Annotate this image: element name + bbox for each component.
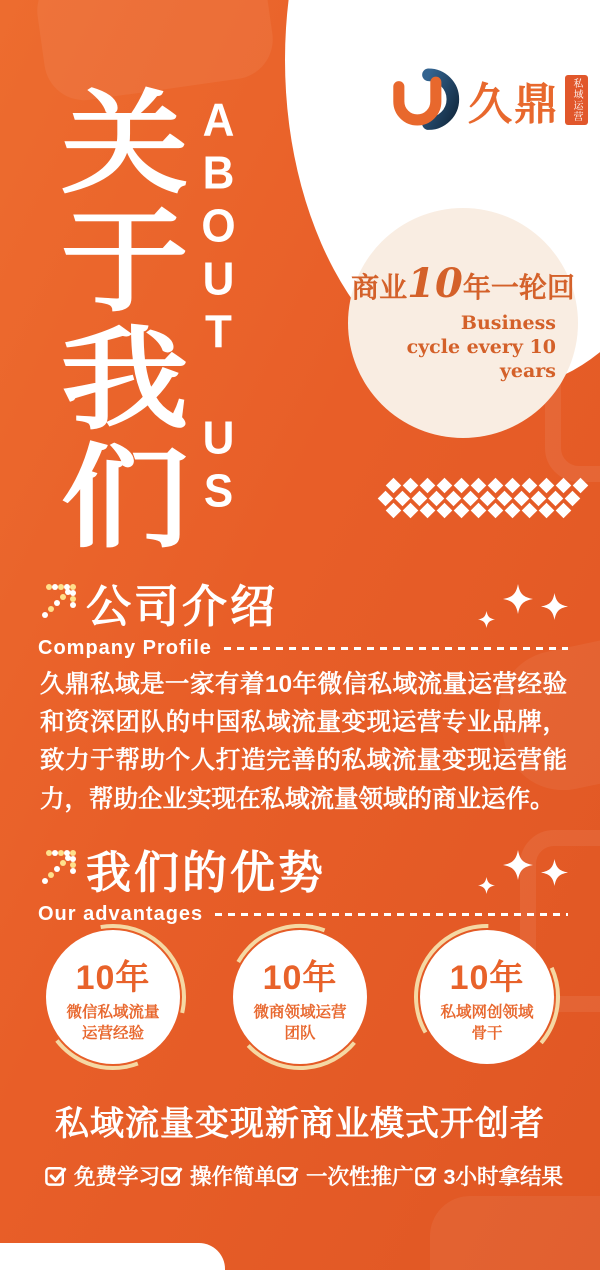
section-title-profile: 公司介绍 [86, 581, 279, 632]
section-company-profile [38, 570, 568, 660]
checkbox-check-icon [276, 1163, 301, 1188]
advantage-years: 10年 [262, 959, 338, 998]
feature-label: 3小时拿结果 [443, 1165, 564, 1189]
feature-item [44, 1160, 160, 1191]
logo [386, 60, 588, 139]
bubble-subtitle: Business cycle every 10 years [406, 312, 556, 382]
section-subtitle-advantages: Our advantages [38, 903, 204, 925]
dotted-arrow-icon [38, 846, 78, 891]
advantage-item [46, 930, 180, 1064]
checkbox-check-icon [160, 1163, 185, 1188]
sparkle-stars [478, 850, 568, 894]
feature-item [276, 1160, 414, 1191]
advantage-label: 微商领域运营 团队 [253, 1004, 347, 1042]
section-title-advantages: 我们的优势 [86, 847, 327, 898]
advantage-label: 微信私域流量 运营经验 [66, 1004, 160, 1042]
advantage-years: 10年 [75, 959, 151, 998]
feature-label: 免费学习 [74, 1165, 161, 1189]
sparkle-star-icon [541, 859, 568, 886]
feature-label: 一次性推广 [306, 1165, 414, 1189]
advantages-row [0, 930, 600, 1064]
ghost-shape-bottom-right [430, 1196, 600, 1270]
sparkle-star-icon [503, 850, 533, 880]
business-cycle-bubble [348, 208, 578, 438]
feature-label: 操作简单 [190, 1165, 277, 1189]
feature-item [160, 1160, 276, 1191]
hero-title-chinese: 关于我们 [43, 84, 186, 556]
bubble-title: 商业10年一轮回 [351, 260, 575, 308]
feature-checklist [0, 1160, 600, 1191]
company-profile-paragraph: 久鼎私域是一家有着10年微信私域流量运营经验和资深团队的中国私域流量变现运营专业品牌，致力于帮助个人打造完善的私域流量变现运营能力，帮助企业实现在私域流量领域的商业运作。 [40, 671, 567, 813]
logo-company-name: 久鼎 [468, 79, 560, 129]
checkbox-check-icon [414, 1163, 439, 1188]
sparkle-star-icon [478, 611, 495, 628]
advantage-label: 私域网创领域 骨干 [440, 1004, 534, 1042]
sparkle-star-icon [503, 584, 533, 614]
sparkle-stars [478, 584, 568, 628]
diamond-pattern [380, 480, 592, 532]
bottom-banner-slogan: 私域流量变现新商业模式开创者 [55, 1105, 545, 1143]
hero-title-english: ABOUT US [194, 94, 243, 518]
jd-monogram-icon [386, 60, 462, 139]
advantage-item [233, 930, 367, 1064]
sparkle-star-icon [478, 877, 495, 894]
section-our-advantages [38, 836, 568, 926]
dashed-divider [215, 913, 568, 916]
sparkle-star-icon [541, 593, 568, 620]
dashed-divider [224, 647, 568, 650]
feature-item [414, 1160, 563, 1191]
advantage-years: 10年 [449, 959, 525, 998]
logo-badge: 私域运营 [565, 75, 588, 125]
bottom-white-notch [0, 1243, 225, 1270]
advantage-item [420, 930, 554, 1064]
dotted-arrow-icon [38, 580, 78, 625]
section-subtitle-profile: Company Profile [38, 637, 212, 659]
checkbox-check-icon [44, 1163, 69, 1188]
